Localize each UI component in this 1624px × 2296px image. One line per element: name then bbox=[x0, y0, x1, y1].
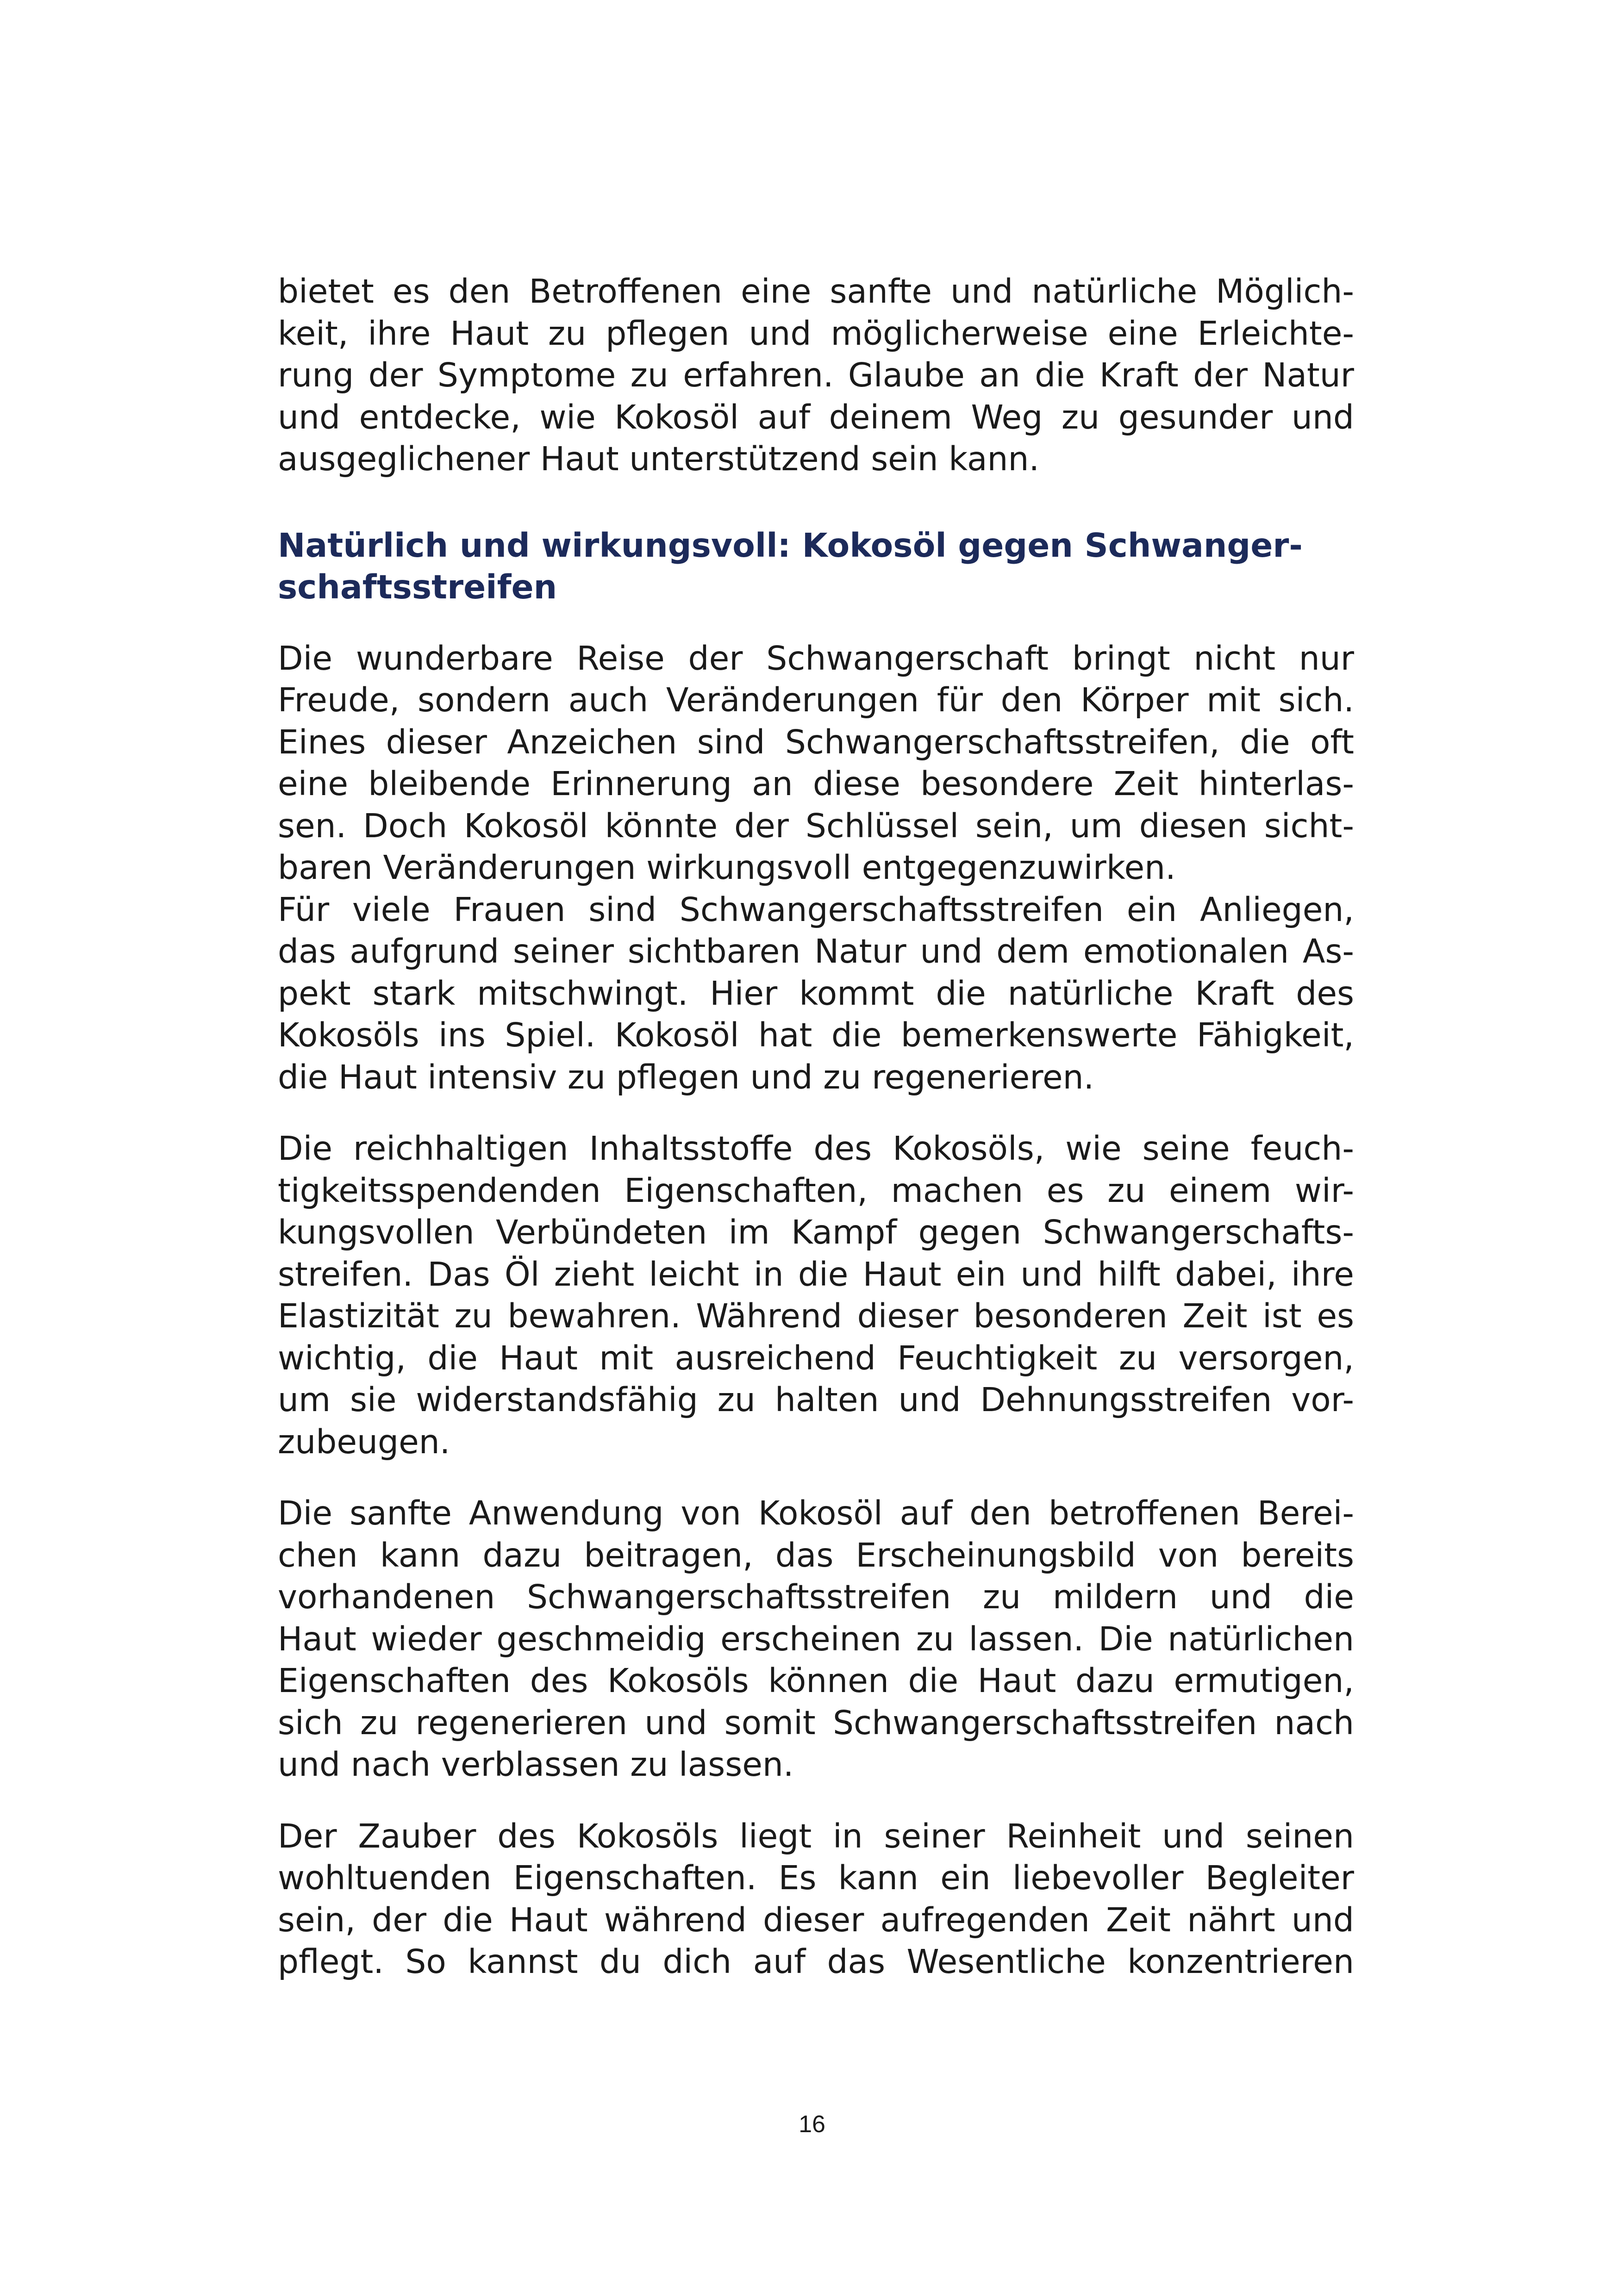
body-paragraph bbox=[278, 1816, 1354, 1983]
text-line: Eines dieser Anzeichen sind Schwangerschaftsstreifen, die oft bbox=[278, 722, 1354, 761]
section-heading bbox=[278, 525, 1354, 608]
text-line: Elastizität zu bewahren. Während dieser besonderen Zeit ist es bbox=[278, 1297, 1354, 1335]
text-line: chen kann dazu beitragen, das Erscheinungsbild von bereits bbox=[278, 1536, 1354, 1574]
text-line: Der Zauber des Kokosöls liegt in seiner Reinheit und seinen bbox=[278, 1817, 1354, 1855]
text-line: eine bleibende Erinnerung an diese besondere Zeit hinterlas- bbox=[278, 765, 1354, 803]
text-line: das aufgrund seiner sichtbaren Natur und dem emotionalen As- bbox=[278, 932, 1354, 971]
text-line: Die wunderbare Reise der Schwangerschaft bringt nicht nur bbox=[278, 639, 1354, 678]
text-line: rung der Symptome zu erfahren. Glaube an die Kraft der Natur bbox=[278, 356, 1354, 394]
intro-paragraph bbox=[278, 271, 1354, 480]
text-line: pekt stark mitschwingt. Hier kommt die natürliche Kraft des bbox=[278, 974, 1354, 1013]
text-line: um sie widerstandsfähig zu halten und Dehnungsstreifen vor- bbox=[278, 1381, 1354, 1419]
text-line: bietet es den Betroffenen eine sanfte und natürliche Möglich- bbox=[278, 272, 1354, 311]
text-line: pflegt. So kannst du dich auf das Wesentliche konzentrieren bbox=[278, 1942, 1354, 1981]
page-content bbox=[278, 271, 1354, 1983]
text-line: baren Veränderungen wirkungsvoll entgegenzuwirken. bbox=[278, 848, 1176, 887]
text-line: Freude, sondern auch Veränderungen für den Körper mit sich. bbox=[278, 681, 1354, 719]
text-line: und entdecke, wie Kokosöl auf deinem Weg zu gesunder und bbox=[278, 398, 1354, 436]
heading-line: Natürlich und wirkungsvoll: Kokosöl gegen Schwanger- bbox=[278, 526, 1303, 565]
heading-line: schaftsstreifen bbox=[278, 567, 557, 606]
text-line: ausgeglichener Haut unterstützend sein kann. bbox=[278, 440, 1040, 478]
text-line: keit, ihre Haut zu pflegen und möglicherweise eine Erleichte- bbox=[278, 314, 1354, 353]
text-line: wichtig, die Haut mit ausreichend Feuchtigkeit zu versorgen, bbox=[278, 1338, 1354, 1377]
text-line: wohltuenden Eigenschaften. Es kann ein liebevoller Begleiter bbox=[278, 1859, 1354, 1897]
text-line: tigkeitsspendenden Eigenschaften, machen es zu einem wir- bbox=[278, 1171, 1354, 1210]
body-paragraph bbox=[278, 638, 1354, 1099]
text-line: die Haut intensiv zu pflegen und zu regenerieren. bbox=[278, 1058, 1094, 1096]
text-line: Für viele Frauen sind Schwangerschaftsstreifen ein Anliegen, bbox=[278, 890, 1354, 929]
text-line: streifen. Das Öl zieht leicht in die Haut ein und hilft dabei, ihre bbox=[278, 1255, 1354, 1294]
text-line: sein, der die Haut während dieser aufregenden Zeit nährt und bbox=[278, 1900, 1354, 1939]
text-line: zubeugen. bbox=[278, 1422, 450, 1461]
page-number: 16 bbox=[799, 2111, 825, 2138]
text-line: Die reichhaltigen Inhaltsstoffe des Kokosöls, wie seine feuch- bbox=[278, 1129, 1354, 1168]
text-line: kungsvollen Verbündeten im Kampf gegen Schwangerschafts- bbox=[278, 1213, 1354, 1251]
text-line: Kokosöls ins Spiel. Kokosöl hat die bemerkenswerte Fähigkeit, bbox=[278, 1016, 1354, 1054]
text-line: vorhandenen Schwangerschaftsstreifen zu mildern und die bbox=[278, 1578, 1354, 1616]
text-line: Eigenschaften des Kokosöls können die Haut dazu ermutigen, bbox=[278, 1661, 1354, 1700]
text-line: Die sanfte Anwendung von Kokosöl auf den betroffenen Berei- bbox=[278, 1494, 1354, 1532]
text-line: Haut wieder geschmeidig erscheinen zu lassen. Die natürlichen bbox=[278, 1619, 1354, 1658]
body-paragraph bbox=[278, 1493, 1354, 1786]
body-paragraph bbox=[278, 1128, 1354, 1463]
text-line: sen. Doch Kokosöl könnte der Schlüssel sein, um diesen sicht- bbox=[278, 806, 1354, 845]
text-line: sich zu regenerieren und somit Schwangerschaftsstreifen nach bbox=[278, 1703, 1354, 1742]
text-line: und nach verblassen zu lassen. bbox=[278, 1745, 794, 1784]
